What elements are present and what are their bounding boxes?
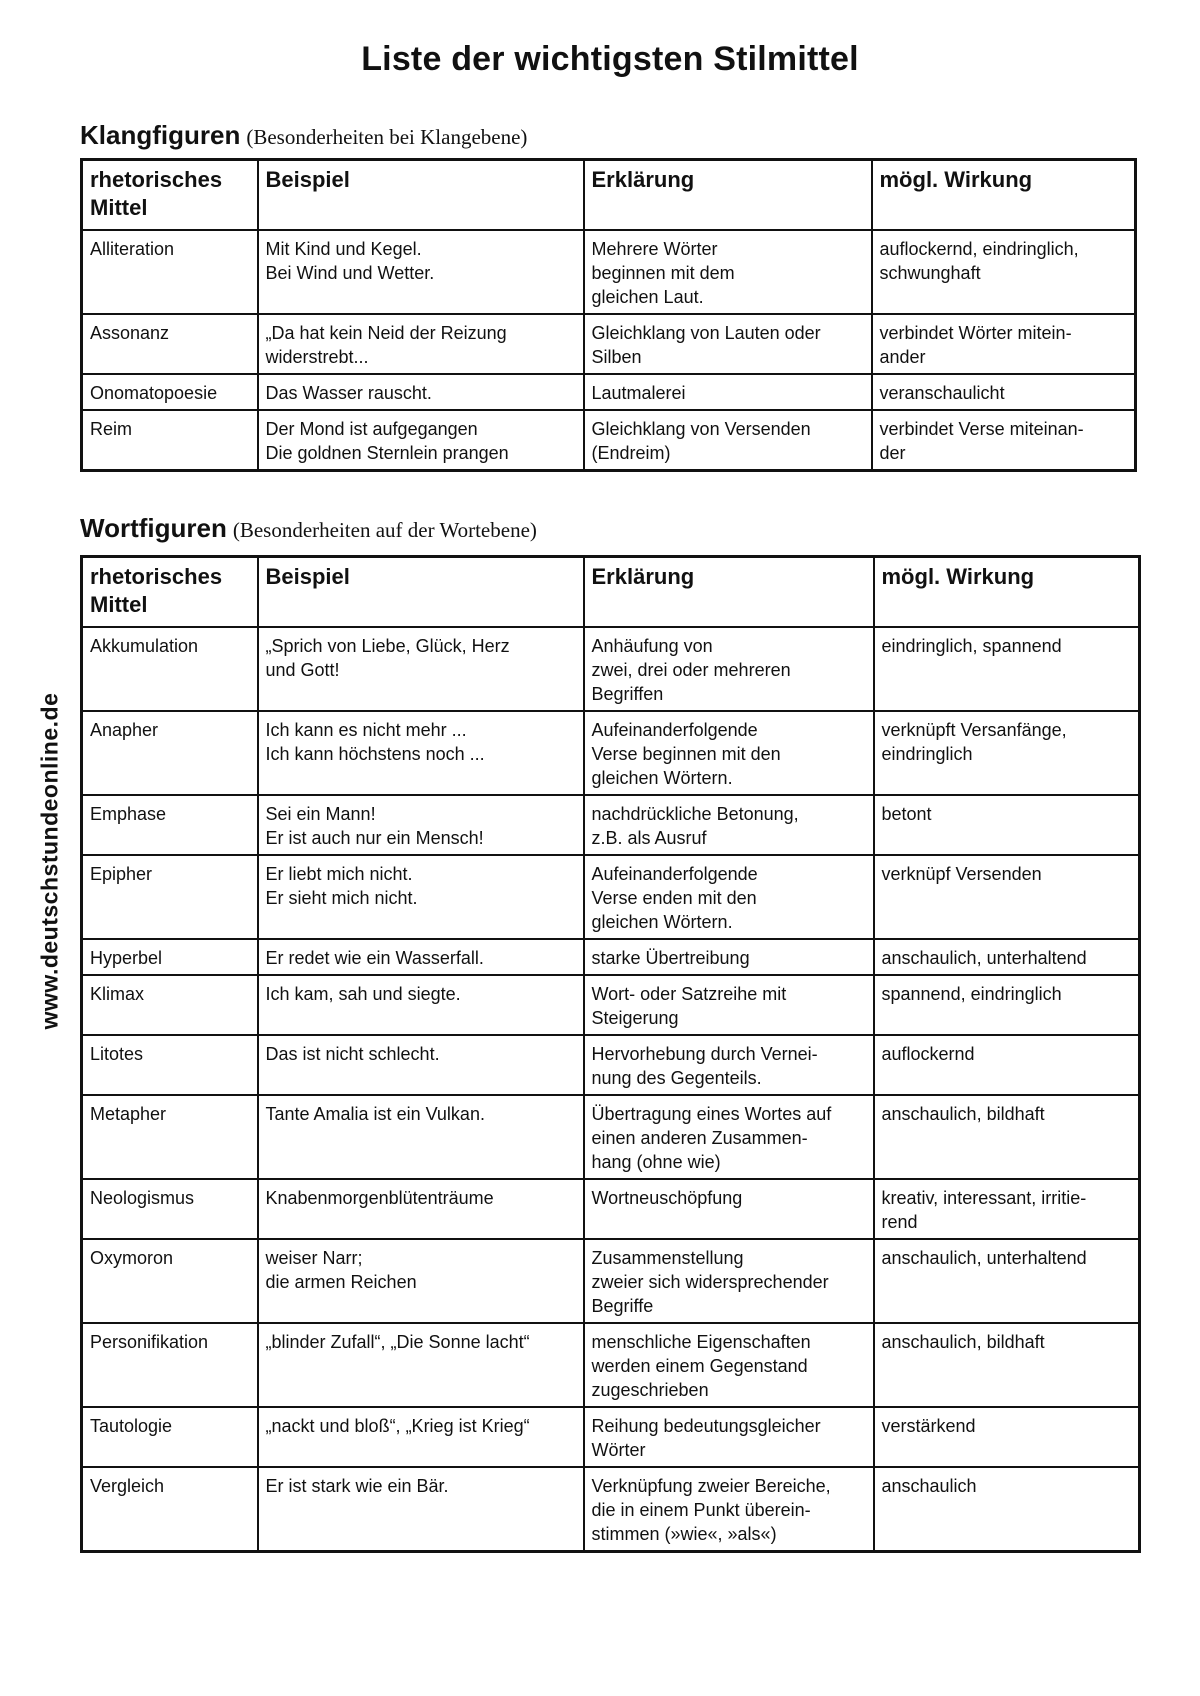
cell-explanation: Aufeinanderfolgende Verse enden mit den gleichen Wörtern. <box>584 855 874 939</box>
table-row <box>82 374 1136 410</box>
table-row <box>82 230 1136 314</box>
column-header: mögl. Wirkung <box>872 160 1136 230</box>
cell-explanation: Mehrere Wörter beginnen mit dem gleichen Laut. <box>584 230 872 314</box>
cell-example: Knabenmorgenblütenträume <box>258 1179 584 1239</box>
cell-device: Metapher <box>82 1095 258 1179</box>
cell-device: Anapher <box>82 711 258 795</box>
cell-example: „nackt und bloß“, „Krieg ist Krieg“ <box>258 1407 584 1467</box>
table-row <box>82 1095 1140 1179</box>
table-row <box>82 795 1140 855</box>
cell-explanation: starke Übertreibung <box>584 939 874 975</box>
table-row <box>82 1035 1140 1095</box>
cell-effect: anschaulich, bildhaft <box>874 1323 1140 1407</box>
side-url: www.deutschstundeonline.de <box>36 692 63 1030</box>
cell-example: weiser Narr; die armen Reichen <box>258 1239 584 1323</box>
cell-effect: anschaulich, unterhaltend <box>874 1239 1140 1323</box>
cell-effect: betont <box>874 795 1140 855</box>
cell-effect: auflockernd <box>874 1035 1140 1095</box>
cell-device: Litotes <box>82 1035 258 1095</box>
cell-device: Epipher <box>82 855 258 939</box>
cell-example: Er redet wie ein Wasserfall. <box>258 939 584 975</box>
cell-explanation: Gleichklang von Versenden (Endreim) <box>584 410 872 471</box>
cell-example: Er ist stark wie ein Bär. <box>258 1467 584 1552</box>
cell-explanation: nachdrückliche Betonung, z.B. als Ausruf <box>584 795 874 855</box>
cell-explanation: Verknüpfung zweier Bereiche, die in einem Punkt überein- stimmen (»wie«, »als«) <box>584 1467 874 1552</box>
cell-example: Er liebt mich nicht. Er sieht mich nicht. <box>258 855 584 939</box>
column-header: Erklärung <box>584 557 874 627</box>
cell-effect: spannend, eindringlich <box>874 975 1140 1035</box>
column-header: Erklärung <box>584 160 872 230</box>
table-row <box>82 410 1136 471</box>
cell-device: Assonanz <box>82 314 258 374</box>
table-row <box>82 855 1140 939</box>
cell-example: Mit Kind und Kegel. Bei Wind und Wetter. <box>258 230 584 314</box>
cell-explanation: Aufeinanderfolgende Verse beginnen mit den gleichen Wörtern. <box>584 711 874 795</box>
cell-effect: anschaulich <box>874 1467 1140 1552</box>
cell-effect: verbindet Wörter mitein- ander <box>872 314 1136 374</box>
cell-device: Personifikation <box>82 1323 258 1407</box>
cell-example: Das ist nicht schlecht. <box>258 1035 584 1095</box>
cell-explanation: Übertragung eines Wortes auf einen anderen Zusammen- hang (ohne wie) <box>584 1095 874 1179</box>
cell-effect: veranschaulicht <box>872 374 1136 410</box>
wortfiguren-heading <box>80 513 537 544</box>
cell-explanation: Zusammenstellung zweier sich widersprechender Begriffe <box>584 1239 874 1323</box>
cell-effect: verknüpf Versenden <box>874 855 1140 939</box>
table-row <box>82 1179 1140 1239</box>
cell-explanation: Reihung bedeutungsgleicher Wörter <box>584 1407 874 1467</box>
cell-example: Tante Amalia ist ein Vulkan. <box>258 1095 584 1179</box>
cell-device: Akkumulation <box>82 627 258 711</box>
section-subtitle: (Besonderheiten bei Klangebene) <box>246 125 528 149</box>
cell-effect: verbindet Verse miteinan- der <box>872 410 1136 471</box>
table-row <box>82 1239 1140 1323</box>
cell-effect: kreativ, interessant, irritie- rend <box>874 1179 1140 1239</box>
cell-explanation: Wort- oder Satzreihe mit Steigerung <box>584 975 874 1035</box>
cell-effect: verknüpft Versanfänge, eindringlich <box>874 711 1140 795</box>
table-header-row <box>82 557 1140 627</box>
cell-effect: eindringlich, spannend <box>874 627 1140 711</box>
column-header: Beispiel <box>258 557 584 627</box>
column-header: rhetorisches Mittel <box>82 557 258 627</box>
cell-example: „blinder Zufall“, „Die Sonne lacht“ <box>258 1323 584 1407</box>
klangfiguren-table <box>80 158 1137 472</box>
section-title: Klangfiguren <box>80 120 241 150</box>
cell-device: Alliteration <box>82 230 258 314</box>
table-row <box>82 1467 1140 1552</box>
cell-device: Emphase <box>82 795 258 855</box>
column-header: rhetorisches Mittel <box>82 160 258 230</box>
cell-example: „Sprich von Liebe, Glück, Herz und Gott! <box>258 627 584 711</box>
table-row <box>82 627 1140 711</box>
section-title: Wortfiguren <box>80 513 227 543</box>
wortfiguren-table <box>80 555 1141 1553</box>
cell-effect: verstärkend <box>874 1407 1140 1467</box>
table-row <box>82 1323 1140 1407</box>
column-header: mögl. Wirkung <box>874 557 1140 627</box>
cell-example: Das Wasser rauscht. <box>258 374 584 410</box>
table-row <box>82 939 1140 975</box>
cell-device: Neologismus <box>82 1179 258 1239</box>
cell-effect: anschaulich, bildhaft <box>874 1095 1140 1179</box>
cell-explanation: menschliche Eigenschaften werden einem Gegenstand zugeschrieben <box>584 1323 874 1407</box>
cell-example: Ich kam, sah und siegte. <box>258 975 584 1035</box>
cell-example: „Da hat kein Neid der Reizung widerstrebt... <box>258 314 584 374</box>
cell-explanation: Lautmalerei <box>584 374 872 410</box>
cell-device: Klimax <box>82 975 258 1035</box>
cell-device: Hyperbel <box>82 939 258 975</box>
klangfiguren-heading <box>80 120 527 151</box>
cell-example: Ich kann es nicht mehr ... Ich kann höchstens noch ... <box>258 711 584 795</box>
cell-effect: anschaulich, unterhaltend <box>874 939 1140 975</box>
cell-example: Sei ein Mann! Er ist auch nur ein Mensch! <box>258 795 584 855</box>
cell-explanation: Hervorhebung durch Vernei- nung des Gegenteils. <box>584 1035 874 1095</box>
cell-device: Oxymoron <box>82 1239 258 1323</box>
table-row <box>82 975 1140 1035</box>
table-row <box>82 314 1136 374</box>
cell-example: Der Mond ist aufgegangen Die goldnen Sternlein prangen <box>258 410 584 471</box>
section-subtitle: (Besonderheiten auf der Wortebene) <box>232 518 537 542</box>
table-row <box>82 711 1140 795</box>
cell-device: Reim <box>82 410 258 471</box>
table-header-row <box>82 160 1136 230</box>
cell-explanation: Gleichklang von Lauten oder Silben <box>584 314 872 374</box>
cell-device: Onomatopoesie <box>82 374 258 410</box>
cell-device: Vergleich <box>82 1467 258 1552</box>
cell-explanation: Anhäufung von zwei, drei oder mehreren Begriffen <box>584 627 874 711</box>
column-header: Beispiel <box>258 160 584 230</box>
table-row <box>82 1407 1140 1467</box>
page-title: Liste der wichtigsten Stilmittel <box>361 40 859 78</box>
cell-explanation: Wortneuschöpfung <box>584 1179 874 1239</box>
cell-effect: auflockernd, eindringlich, schwunghaft <box>872 230 1136 314</box>
cell-device: Tautologie <box>82 1407 258 1467</box>
